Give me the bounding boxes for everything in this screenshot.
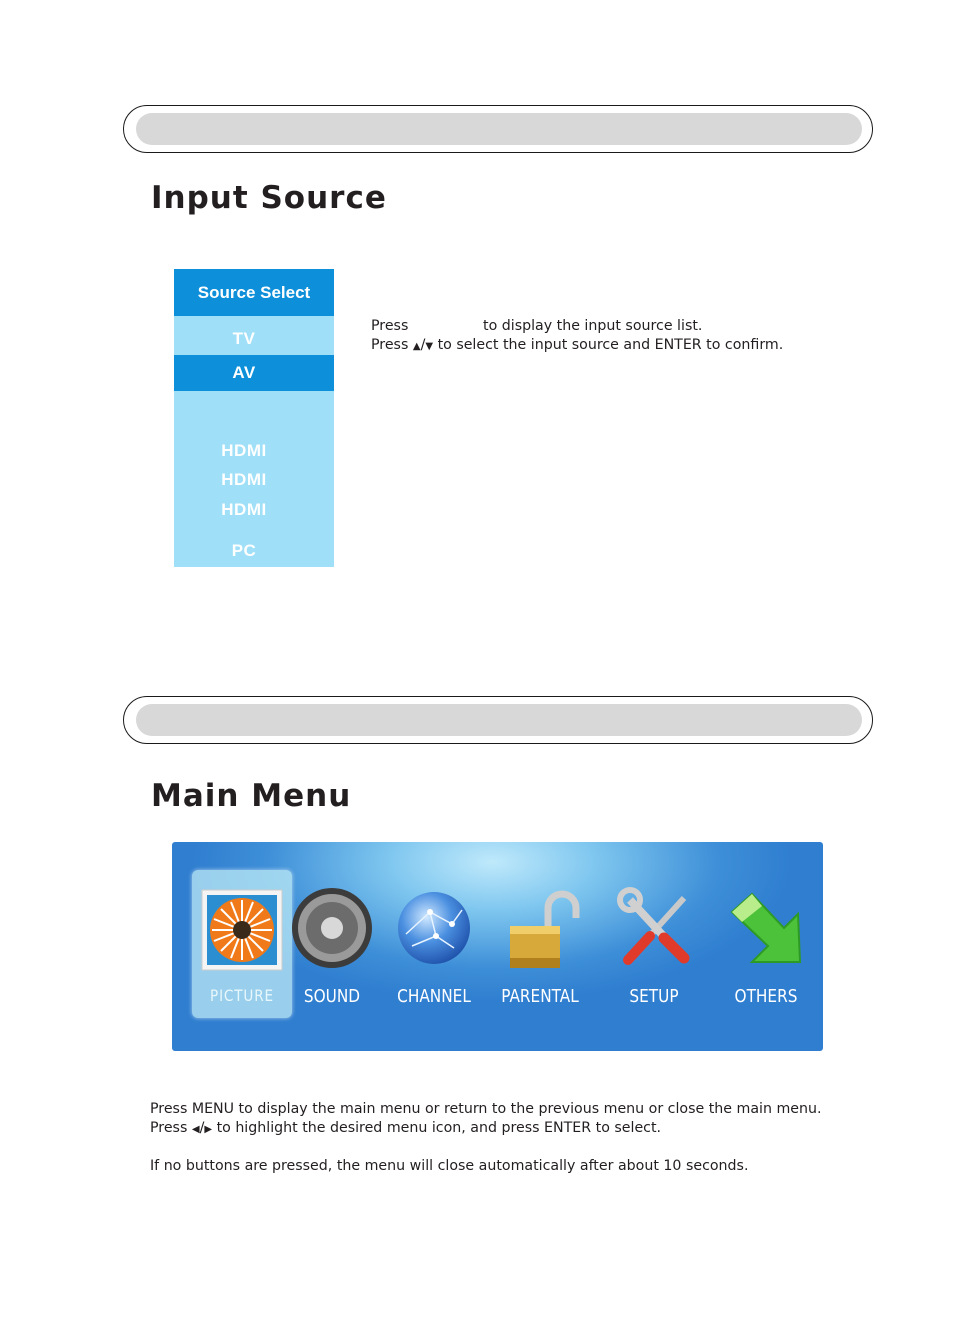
down-arrow-icon: ▼ [425, 341, 434, 352]
source-item-av[interactable]: AV [174, 355, 334, 391]
instruction-press: Press [371, 337, 409, 353]
menu-label: PICTURE [210, 986, 274, 1005]
main-menu-instruction-1: Press MENU to display the main menu or return to the previous menu or close the main menu. [150, 1101, 822, 1117]
source-item-hdmi-1[interactable]: HDMI [221, 441, 267, 460]
menu-label: PARENTAL [501, 986, 579, 1007]
main-menu-instruction-2 [150, 1120, 661, 1136]
menu-label: SOUND [303, 986, 361, 1007]
menu-item-others[interactable] [716, 870, 816, 1018]
main-menu-heading: Main Menu [151, 778, 352, 814]
padlock-icon [496, 884, 584, 972]
source-select-panel [174, 269, 334, 567]
section-bar-fill [136, 113, 862, 145]
source-item-hdmi-2[interactable]: HDMI [221, 470, 267, 489]
menu-label: CHANNEL [397, 986, 471, 1007]
globe-icon [390, 884, 478, 972]
menu-label: SETUP [629, 986, 679, 1007]
right-arrow-icon: ▶ [204, 1124, 213, 1135]
instruction-press: Press [150, 1120, 188, 1136]
tools-icon [610, 884, 698, 972]
speaker-icon [288, 884, 376, 972]
menu-item-channel[interactable] [384, 870, 484, 1018]
main-menu-instruction-3: If no buttons are pressed, the menu will close automatically after about 10 seconds. [150, 1158, 749, 1174]
picture-icon [198, 884, 286, 972]
section-bar-bottom [123, 696, 873, 744]
input-source-heading: Input Source [151, 180, 387, 216]
instruction-text: to highlight the desired menu icon, and press ENTER to select. [216, 1120, 662, 1136]
instruction-text: to select the input source and ENTER to confirm. [437, 337, 784, 353]
source-item-pc[interactable]: PC [231, 541, 257, 560]
section-bar-fill [136, 704, 862, 736]
source-item-hdmi-3[interactable]: HDMI [221, 500, 267, 519]
section-bar-top [123, 105, 873, 153]
menu-item-parental[interactable] [490, 870, 590, 1018]
up-arrow-icon: ▲ [412, 341, 421, 352]
menu-item-setup[interactable] [604, 870, 704, 1018]
arrow-icon [722, 884, 810, 972]
menu-item-sound[interactable] [282, 870, 382, 1018]
separator: / [420, 337, 426, 353]
menu-item-picture[interactable] [192, 870, 292, 1018]
input-source-instruction-2 [371, 337, 783, 353]
input-source-instruction-1b: to display the input source list. [483, 318, 703, 334]
source-item-tv[interactable]: TV [232, 329, 256, 348]
menu-label: OTHERS [734, 986, 798, 1007]
separator: / [199, 1120, 205, 1136]
source-select-header: Source Select [174, 269, 334, 316]
left-arrow-icon: ◀ [191, 1124, 200, 1135]
input-source-instruction-1a: Press [371, 318, 409, 334]
main-menu-panel [172, 842, 823, 1051]
